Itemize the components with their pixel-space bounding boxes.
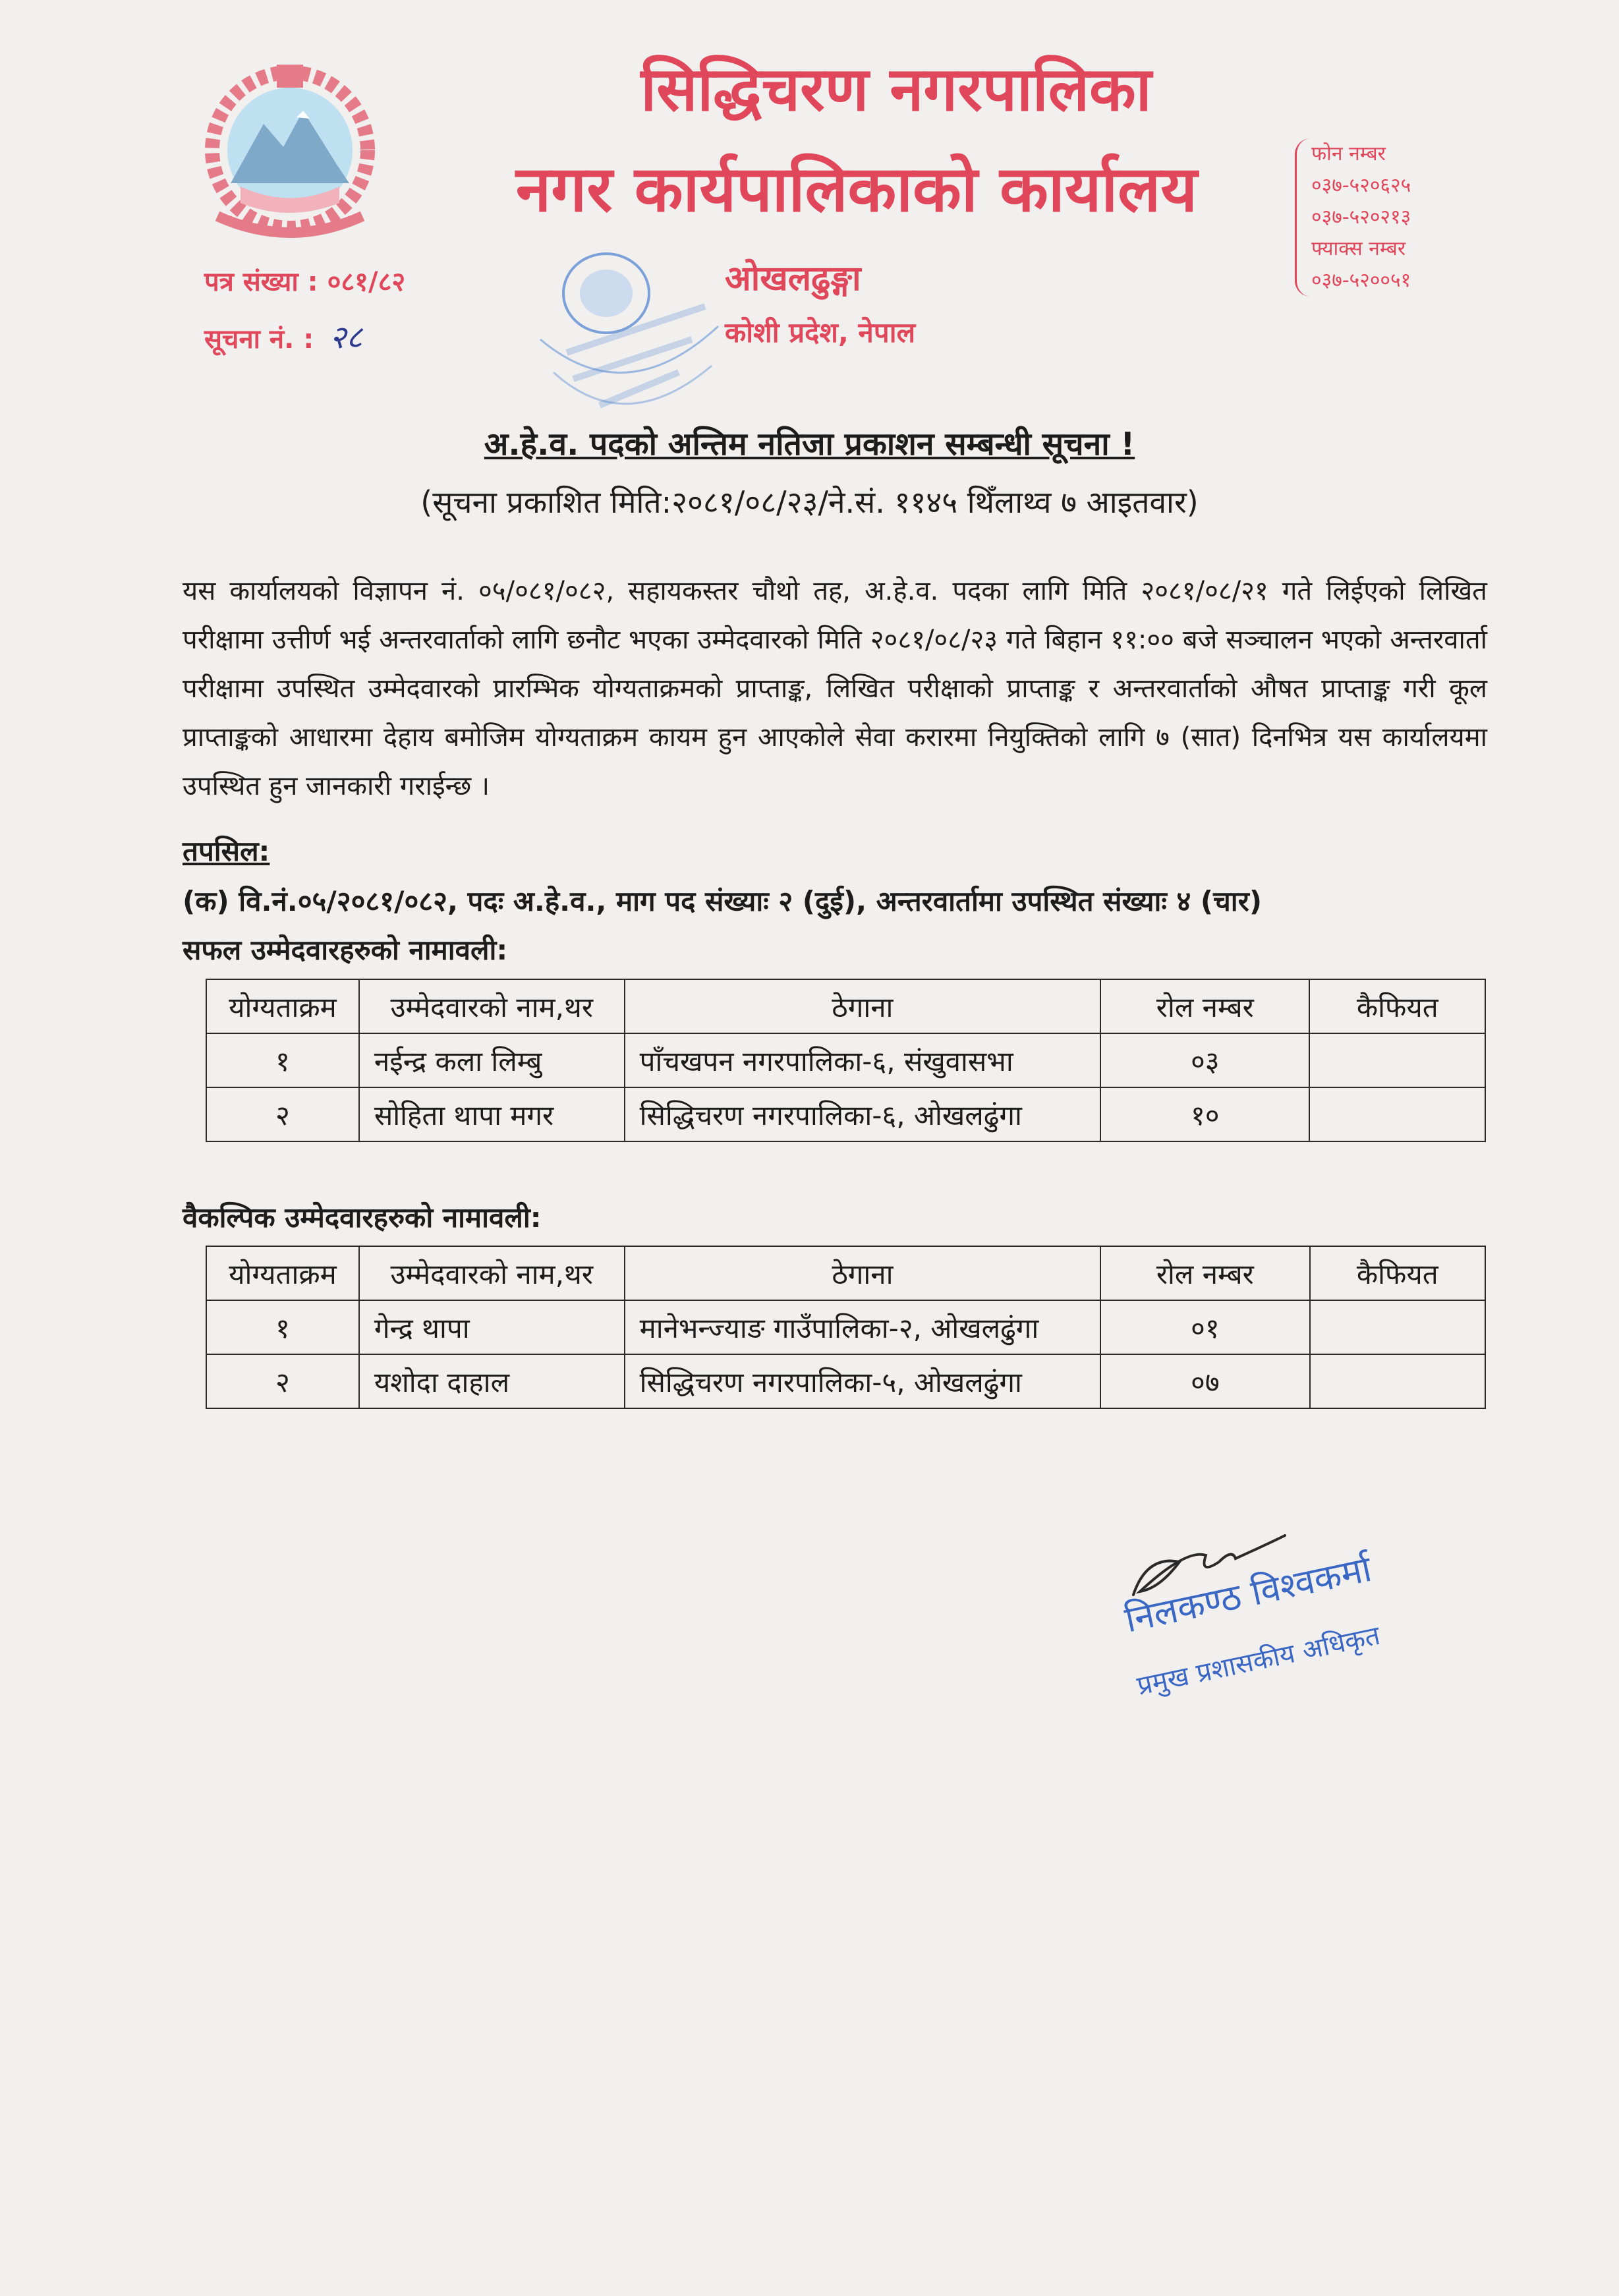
phone-number-2: ०३७-५२०२१३ bbox=[1311, 206, 1411, 229]
cell-address: सिद्धिचरण नगरपालिका-५, ओखलढुंगा bbox=[625, 1354, 1101, 1408]
table-header-row bbox=[206, 979, 1485, 1033]
cell-roll: ०३ bbox=[1100, 1033, 1309, 1087]
cell-remarks bbox=[1310, 1354, 1486, 1408]
cell-remarks bbox=[1309, 1033, 1485, 1087]
col-header-rank: योग्यताक्रम bbox=[206, 979, 359, 1033]
signatory-title: प्रमुख प्रशासकीय अधिकृत bbox=[1134, 1620, 1383, 1702]
notice-publish-date: (सूचना प्रकाशित मिति:२०८१/०८/२३/ने.सं. ११४५ थिँलाथ्व ७ आइतवार) bbox=[420, 484, 1199, 520]
office-province: कोशी प्रदेश, नेपाल bbox=[725, 316, 916, 349]
cell-name: सोहिता थापा मगर bbox=[359, 1087, 625, 1141]
col-header-roll: रोल नम्बर bbox=[1100, 1246, 1309, 1300]
col-header-address: ठेगाना bbox=[625, 1246, 1101, 1300]
col-header-name: उम्मेदवारको नाम,थर bbox=[359, 1246, 625, 1300]
cell-rank: १ bbox=[206, 1300, 359, 1354]
alternate-candidates-heading: वैकल्पिक उम्मेदवारहरुको नामावली: bbox=[183, 1201, 542, 1234]
table-row bbox=[206, 1087, 1485, 1141]
col-header-rank: योग्यताक्रम bbox=[206, 1246, 359, 1300]
vacancy-details: (क) वि.नं.०५/२०८१/०८२, पदः अ.हे.व., माग पद संख्याः २ (दुई), अन्तरवार्तामा उपस्थित संख्याः ४ (चार) bbox=[183, 885, 1263, 917]
cell-roll: ०७ bbox=[1100, 1354, 1309, 1408]
phone-number-1: ०३७-५२०६२५ bbox=[1311, 174, 1411, 197]
cell-roll: ०१ bbox=[1100, 1300, 1309, 1354]
contact-block bbox=[1295, 138, 1483, 297]
office-place: ओखलढुङ्गा bbox=[725, 259, 861, 299]
notice-number bbox=[204, 315, 362, 358]
col-header-roll: रोल नम्बर bbox=[1100, 979, 1309, 1033]
cell-rank: २ bbox=[206, 1354, 359, 1408]
cell-name: यशोदा दाहाल bbox=[359, 1354, 625, 1408]
reference-number: पत्र संख्या : ०८१/८२ bbox=[204, 267, 406, 297]
col-header-name: उम्मेदवारको नाम,थर bbox=[359, 979, 625, 1033]
successful-candidates-heading: सफल उम्मेदवारहरुको नामावली: bbox=[183, 934, 508, 966]
table-row bbox=[206, 1354, 1485, 1408]
cell-remarks bbox=[1310, 1300, 1486, 1354]
cell-name: गेन्द्र थापा bbox=[359, 1300, 625, 1354]
notice-number-label: सूचना नं. : bbox=[204, 324, 314, 355]
notice-title bbox=[0, 422, 1619, 465]
cell-remarks bbox=[1309, 1087, 1485, 1141]
nepal-emblem-icon bbox=[178, 51, 402, 243]
phone-label: फोन नम्बर bbox=[1311, 142, 1386, 165]
schedule-heading: तपसिल: bbox=[183, 835, 270, 867]
signatory-name: निलकण्ठ विश्वकर्मा bbox=[1121, 1547, 1375, 1641]
table-row bbox=[206, 1300, 1485, 1354]
org-name: सिद्धिचरण नगरपालिका bbox=[640, 54, 1152, 125]
fax-label: फ्याक्स नम्बर bbox=[1311, 237, 1406, 260]
fax-number: ०३७-५२००५१ bbox=[1311, 269, 1411, 292]
cell-rank: १ bbox=[206, 1033, 359, 1087]
table-row bbox=[206, 1033, 1485, 1087]
alternate-candidates-table bbox=[206, 1246, 1486, 1409]
office-seal-icon bbox=[527, 241, 745, 438]
table-header-row bbox=[206, 1246, 1485, 1300]
notice-title-text: अ.हे.व. पदको अन्तिम नतिजा प्रकाशन सम्बन्धी सूचना ! bbox=[484, 426, 1135, 463]
cell-address: सिद्धिचरण नगरपालिका-६, ओखलढुंगा bbox=[625, 1087, 1101, 1141]
cell-name: नईन्द्र कला लिम्बु bbox=[359, 1033, 625, 1087]
notice-number-value: २८ bbox=[329, 319, 363, 356]
cell-address: पाँचखपन नगरपालिका-६, संखुवासभा bbox=[625, 1033, 1101, 1087]
cell-address: मानेभन्ज्याङ गाउँपालिका-२, ओखलढुंगा bbox=[625, 1300, 1101, 1354]
cell-rank: २ bbox=[206, 1087, 359, 1141]
cell-roll: १० bbox=[1100, 1087, 1309, 1141]
notice-body: यस कार्यालयको विज्ञापन नं. ०५/०८१/०८२, सहायकस्तर चौथो तह, अ.हे.व. पदका लागि मिति २०८१/०८/२१ गते लिईएको लिखित परीक्षामा उत्तीर्ण भई अन्तरवार्ताको लागि छनौट भएका उम्मेदवारको मिति २०८१/०८/२३ गते बिहान ११:०० बजे सञ्चालन भएको अन्तरवार्ता परीक्षामा उपस्थित उम्मेदवारको प्रारम्भिक योग्यताक्रमको प्राप्ताङ्क, लिखित परीक्षाको प्राप्ताङ्क र अन्तरवार्ताको औषत प्राप्ताङ्क गरी कूल प्राप्ताङ्कको आधारमा देहाय बमोजिम योग्यताक्रम कायम हुन आएकोले सेवा करारमा नियुक्तिको लागि ७ (सात) दिनभित्र यस कार्यालयमा उपस्थित हुन जानकारी गराईन्छ । bbox=[183, 576, 1487, 801]
successful-candidates-table bbox=[206, 979, 1486, 1142]
col-header-remarks: कैफियत bbox=[1310, 1246, 1486, 1300]
col-header-remarks: कैफियत bbox=[1309, 979, 1485, 1033]
office-name: नगर कार्यपालिकाको कार्यालय bbox=[515, 152, 1198, 226]
col-header-address: ठेगाना bbox=[625, 979, 1101, 1033]
